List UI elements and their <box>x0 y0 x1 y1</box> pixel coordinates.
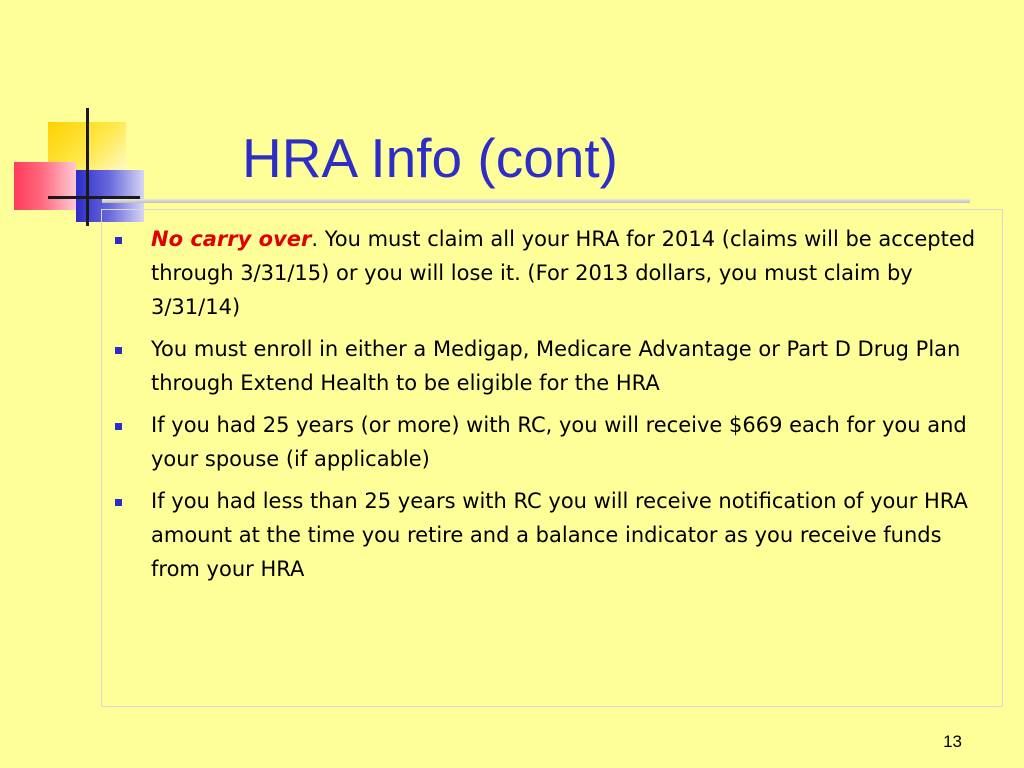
slide-title: HRA Info (cont) <box>242 127 618 189</box>
square-bullet-icon <box>115 499 122 506</box>
bullet-text: If you had 25 years (or more) with RC, you will receive $669 each for you and your spouse (if applicable) <box>151 413 967 471</box>
bullet-item <box>106 408 996 476</box>
square-bullet-icon <box>115 237 122 244</box>
red-square-decoration <box>14 162 76 210</box>
bullet-text: . You must claim all your HRA for 2014 (claims will be accepted through 3/31/15) or you will lose it. (For 2013 dollars, you must claim by 3/31/14) <box>151 227 976 319</box>
bullet-highlight: No carry over <box>151 227 312 251</box>
slide-number: 13 <box>943 732 962 751</box>
title-divider <box>102 199 970 203</box>
bullet-item <box>106 484 996 586</box>
bullet-text: You must enroll in either a Medigap, Medicare Advantage or Part D Drug Plan through Extend Health to be eligible for the HRA <box>151 337 961 395</box>
bullet-text: If you had less than 25 years with RC you will receive notification of your HRA amount at the time you retire and a balance indicator as you receive funds from your HRA <box>151 489 968 581</box>
bullet-item <box>106 332 996 400</box>
square-bullet-icon <box>115 347 122 354</box>
square-bullet-icon <box>115 423 122 430</box>
bullet-item <box>106 222 996 324</box>
vertical-line-decoration <box>86 108 89 226</box>
bullet-list <box>106 222 996 594</box>
